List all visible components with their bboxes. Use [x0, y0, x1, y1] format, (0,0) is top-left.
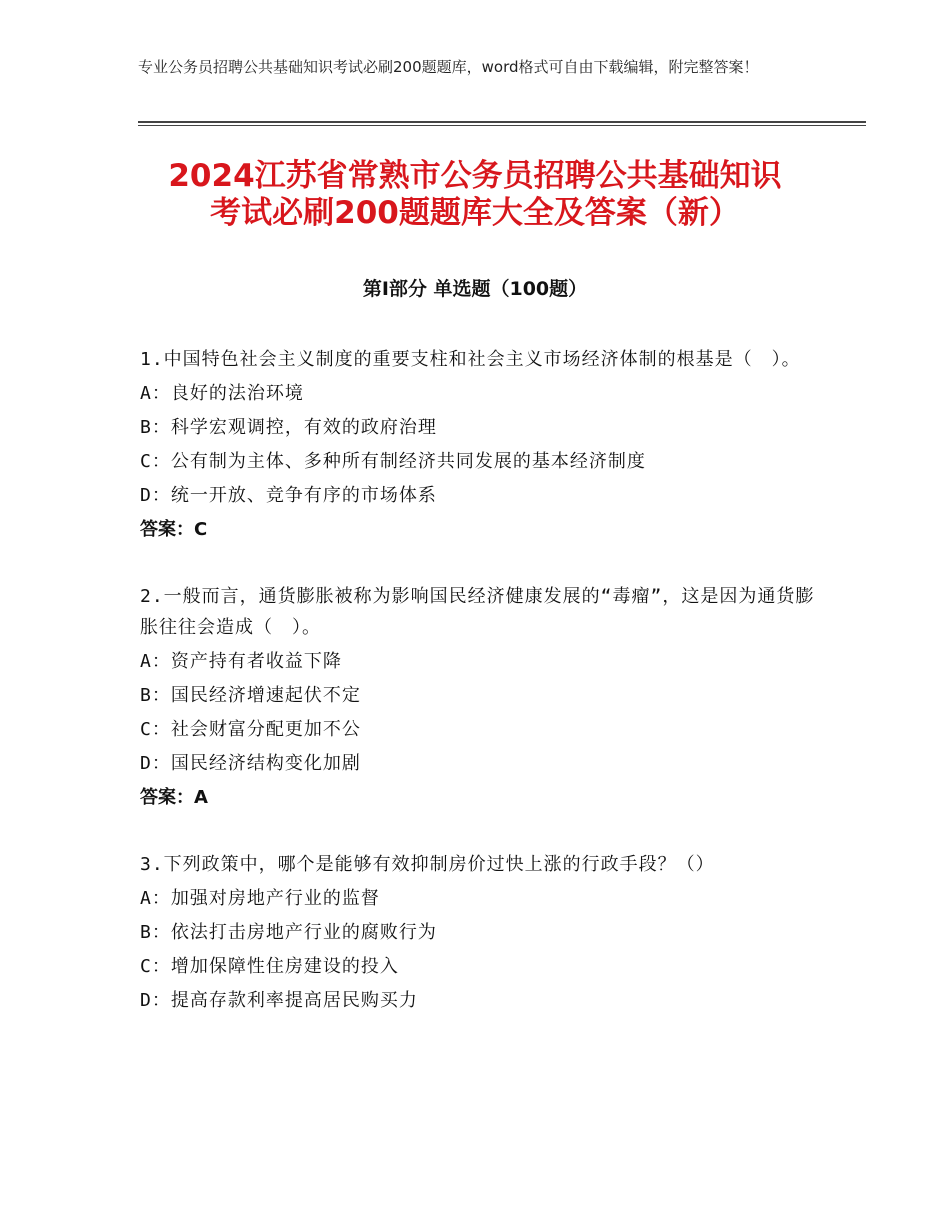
option-b: B：科学宏观调控，有效的政府治理	[140, 417, 437, 438]
option-d: D：提高存款利率提高居民购买力	[140, 990, 418, 1011]
header-divider-thick	[138, 121, 866, 123]
header-divider-thin	[138, 125, 866, 126]
option-c: C：社会财富分配更加不公	[140, 719, 361, 740]
option-a: A：加强对房地产行业的监督	[140, 888, 380, 909]
option-d: D：统一开放、竞争有序的市场体系	[140, 485, 437, 506]
option-a: A：良好的法治环境	[140, 383, 304, 404]
question-1	[140, 344, 820, 547]
question-stem: 1.中国特色社会主义制度的重要支柱和社会主义市场经济体制的根基是（ ）。	[140, 349, 801, 370]
title-line-1: 2024江苏省常熟市公务员招聘公共基础知识	[168, 158, 782, 194]
question-stem: 3.下列政策中，哪个是能够有效抑制房价过快上涨的行政手段？（）	[140, 854, 715, 875]
answer-line: 答案：C	[140, 519, 208, 540]
question-list	[140, 344, 820, 1052]
answer-line: 答案：A	[140, 787, 208, 808]
header-note: 专业公务员招聘公共基础知识考试必刷200题题库，word格式可自由下载编辑，附完整答案！	[138, 58, 759, 76]
option-b: B：依法打击房地产行业的腐败行为	[140, 922, 437, 943]
option-c: C：增加保障性住房建设的投入	[140, 956, 399, 977]
option-d: D：国民经济结构变化加剧	[140, 753, 361, 774]
question-stem: 2.一般而言，通货膨胀被称为影响国民经济健康发展的“毒瘤”，这是因为通货膨胀往往会造成（ ）。	[140, 586, 815, 638]
option-a: A：资产持有者收益下降	[140, 651, 342, 672]
question-3	[140, 849, 820, 1018]
option-b: B：国民经济增速起伏不定	[140, 685, 361, 706]
option-c: C：公有制为主体、多种所有制经济共同发展的基本经济制度	[140, 451, 646, 472]
section-heading: 第Ⅰ部分 单选题（100题）	[362, 278, 588, 300]
question-2	[140, 581, 820, 815]
document-title	[90, 158, 860, 232]
title-line-2: 考试必刷200题题库大全及答案（新）	[210, 195, 740, 231]
